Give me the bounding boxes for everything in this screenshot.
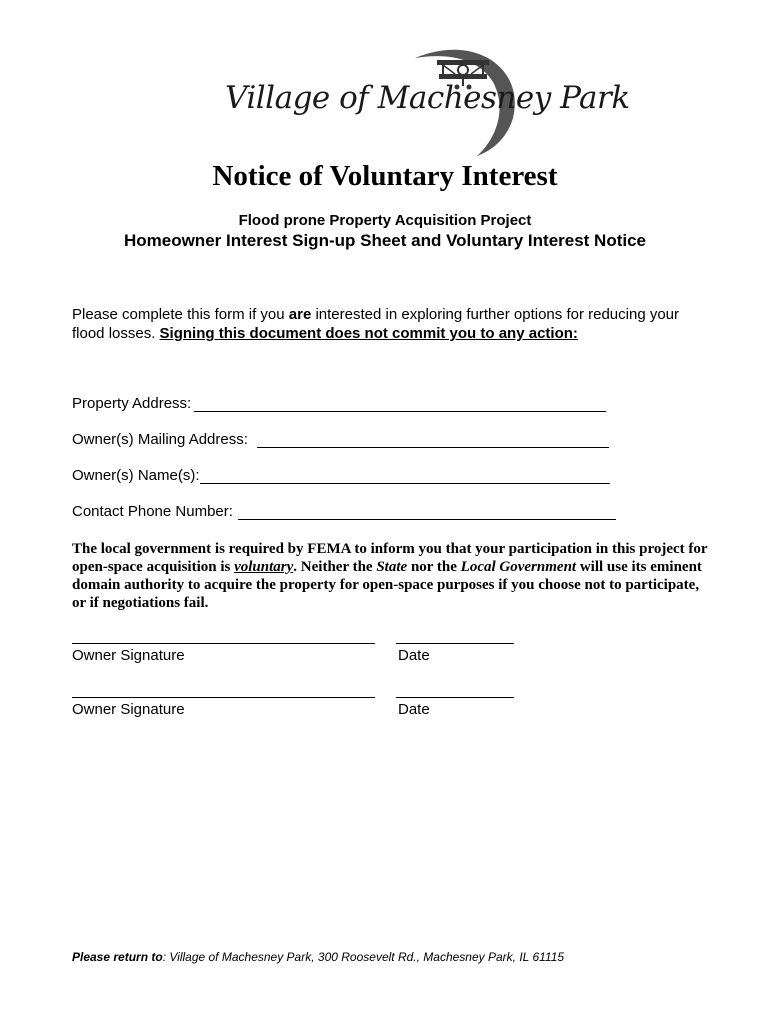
- owner-names-input-line[interactable]: [200, 468, 610, 484]
- notice-state: State: [376, 559, 408, 575]
- project-subtitle: Flood prone Property Acquisition Project: [238, 212, 532, 229]
- date-line-1[interactable]: [396, 643, 514, 644]
- logo-text: Village of Machesney Park: [225, 80, 630, 116]
- notice-text-2: . Neither the: [293, 559, 377, 575]
- owner-names-label: Owner(s) Name(s):: [72, 467, 200, 484]
- mailing-address-label: Owner(s) Mailing Address:: [72, 431, 248, 448]
- intro-paragraph: [72, 305, 712, 343]
- mailing-address-field: [72, 431, 609, 448]
- page-title: Notice of Voluntary Interest: [212, 160, 558, 192]
- notice-text-4: will use its eminent domain authority to acquire the property for open-space purposes if you choose not to participate, or if negotiations fail.: [72, 559, 702, 611]
- owner-signature-label-2: Owner Signature: [72, 701, 185, 718]
- notice-voluntary: voluntary: [234, 559, 294, 575]
- village-logo: [215, 38, 630, 156]
- sheet-subtitle: Homeowner Interest Sign-up Sheet and Voluntary Interest Notice: [123, 231, 647, 250]
- contact-phone-field: [72, 503, 616, 520]
- contact-phone-input-line[interactable]: [238, 504, 616, 520]
- return-address: [72, 950, 564, 964]
- intro-text-2: interested in exploring further options for reducing your flood losses.: [72, 306, 680, 342]
- intro-disclaimer: Signing this document does not commit you to any action:: [159, 325, 578, 342]
- notice-text-3: nor the: [407, 559, 461, 575]
- owner-signature-line-1[interactable]: [72, 643, 375, 644]
- fema-notice: [72, 540, 712, 612]
- notice-local-government: Local Government: [460, 559, 577, 575]
- intro-text-1: Please complete this form if you: [72, 306, 289, 323]
- mailing-address-input-line[interactable]: [257, 432, 609, 448]
- property-address-label: Property Address:: [72, 395, 192, 412]
- owner-signature-line-2[interactable]: [72, 697, 375, 698]
- contact-phone-label: Contact Phone Number:: [72, 503, 233, 520]
- date-label-2: Date: [398, 701, 430, 718]
- owner-names-field: [72, 467, 610, 484]
- intro-emphasis: are: [288, 306, 312, 323]
- return-label: Please return to: [72, 950, 163, 964]
- date-line-2[interactable]: [396, 697, 514, 698]
- return-address-text: : Village of Machesney Park, 300 Roosevelt Rd., Machesney Park, IL 61115: [162, 950, 565, 964]
- notice-text-1: The local government is required by FEMA to inform you that your participation in this project for open-space acquisition is: [72, 541, 708, 575]
- date-label-1: Date: [398, 647, 430, 664]
- property-address-input-line[interactable]: [194, 396, 606, 412]
- property-address-field: [72, 395, 606, 412]
- owner-signature-label-1: Owner Signature: [72, 647, 185, 664]
